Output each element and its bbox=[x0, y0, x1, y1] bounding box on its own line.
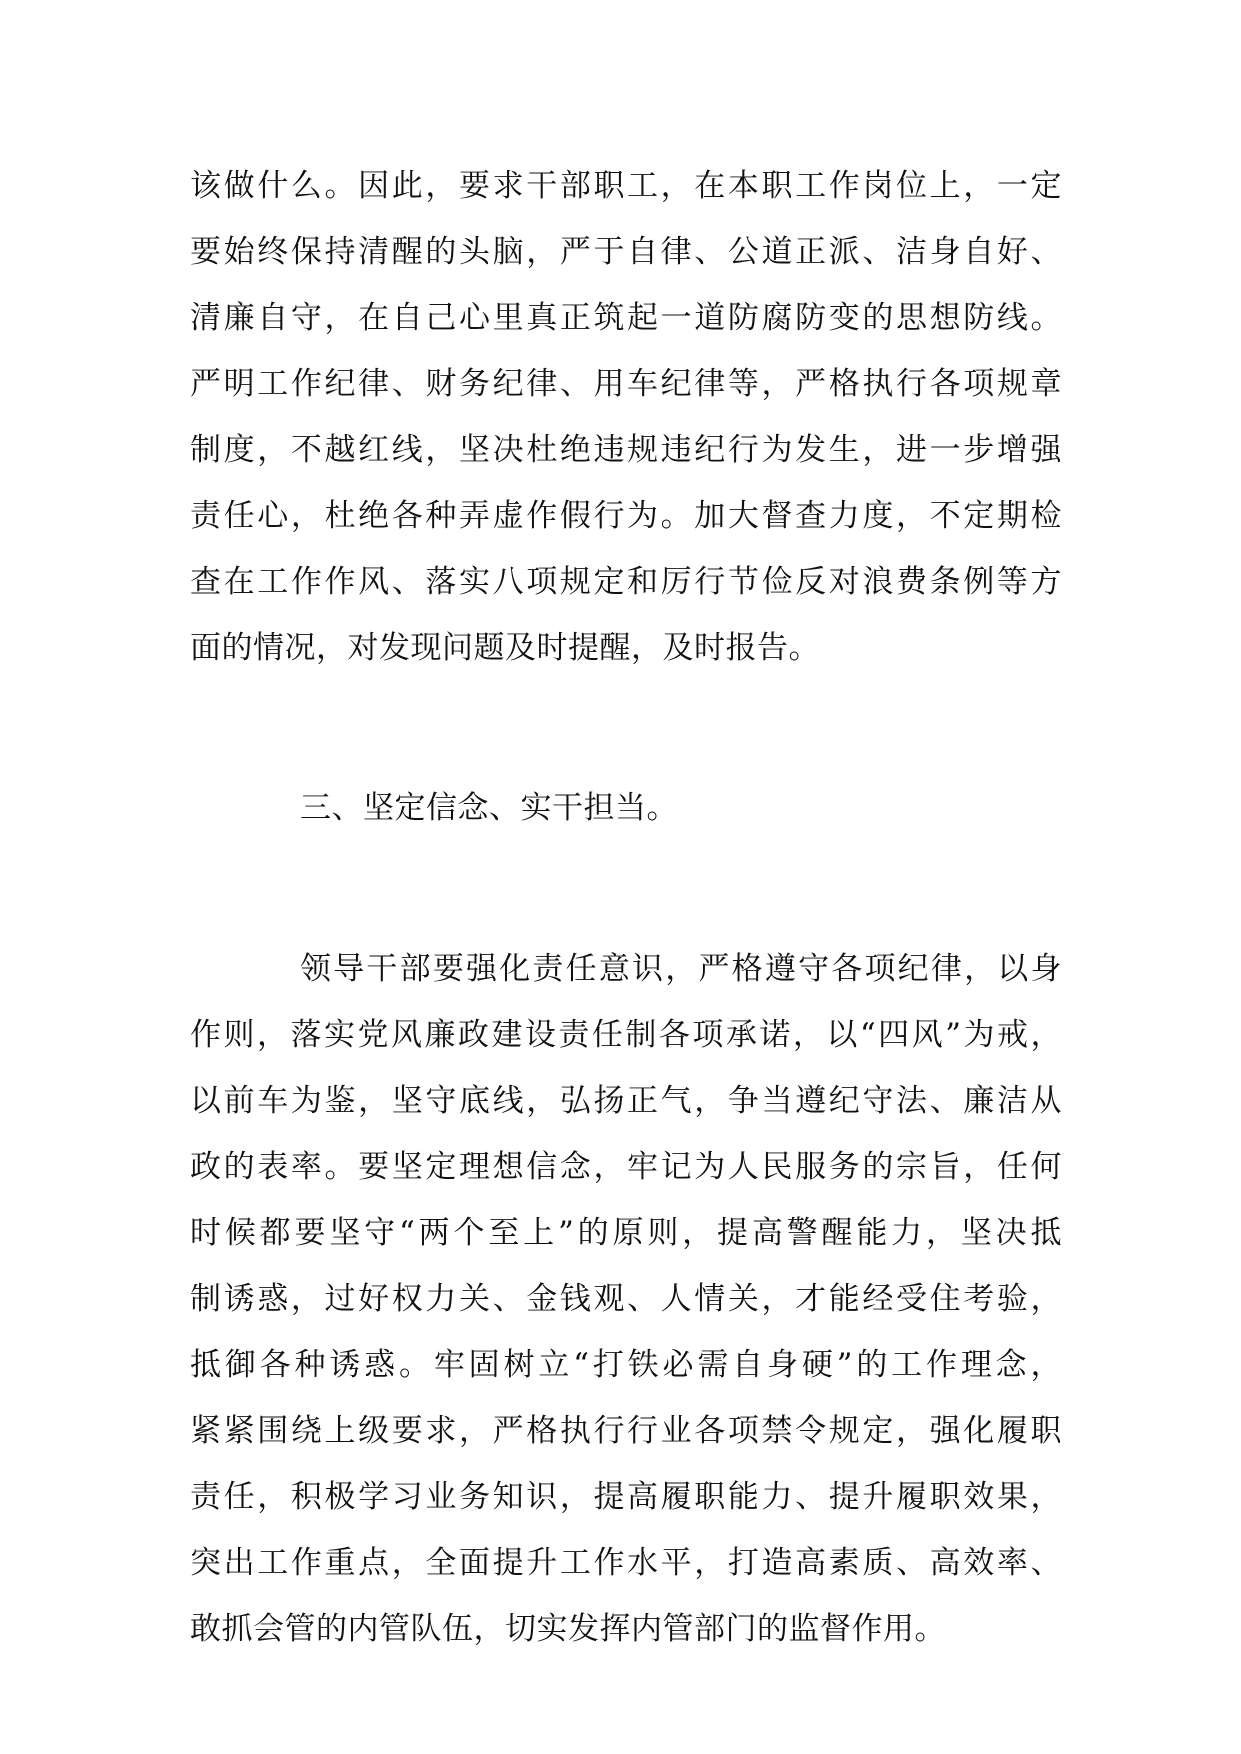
paragraph-2-line-11: 敢抓会管的内管队伍，切实发挥内管部门的监督作用。 bbox=[190, 1611, 946, 1647]
paragraph-2-line-6: 制诱惑，过好权力关、金钱观、人情关，才能经受住考验， bbox=[190, 1281, 1062, 1317]
paragraph-1-line-6: 责任心，杜绝各种弄虚作假行为。加大督查力度，不定期检 bbox=[190, 498, 1062, 534]
paragraph-1-line-7: 查在工作作风、落实八项规定和厉行节俭反对浪费条例等方 bbox=[190, 564, 1062, 600]
paragraph-2-line-9: 责任，积极学习业务知识，提高履职能力、提升履职效果， bbox=[190, 1479, 1062, 1515]
paragraph-1-line-5: 制度，不越红线，坚决杜绝违规违纪行为发生，进一步增强 bbox=[190, 432, 1062, 468]
paragraph-2-line-7: 抵御各种诱惑。牢固树立“打铁必需自身硬”的工作理念， bbox=[190, 1347, 1062, 1383]
paragraph-1-line-3: 清廉自守，在自己心里真正筑起一道防腐防变的思想防线。 bbox=[190, 300, 1062, 336]
paragraph-1-line-1: 该做什么。因此，要求干部职工，在本职工作岗位上，一定 bbox=[190, 168, 1062, 204]
paragraph-2-line-5: 时候都要坚守“两个至上”的原则，提高警醒能力，坚决抵 bbox=[190, 1215, 1062, 1251]
section-heading: 三、坚定信念、实干担当。 bbox=[300, 790, 678, 826]
paragraph-2-line-4: 政的表率。要坚定理想信念，牢记为人民服务的宗旨，任何 bbox=[190, 1149, 1062, 1185]
paragraph-2-line-3: 以前车为鉴，坚守底线，弘扬正气，争当遵纪守法、廉洁从 bbox=[190, 1083, 1062, 1119]
paragraph-1-line-8: 面的情况，对发现问题及时提醒，及时报告。 bbox=[190, 630, 820, 666]
paragraph-2-line-2: 作则，落实党风廉政建设责任制各项承诺，以“四风”为戒， bbox=[190, 1017, 1062, 1053]
paragraph-1-line-2: 要始终保持清醒的头脑，严于自律、公道正派、洁身自好、 bbox=[190, 234, 1062, 270]
paragraph-2-line-10: 突出工作重点，全面提升工作水平，打造高素质、高效率、 bbox=[190, 1545, 1062, 1581]
paragraph-2-line-1: 领导干部要强化责任意识，严格遵守各项纪律，以身 bbox=[300, 951, 1062, 987]
paragraph-2-line-8: 紧紧围绕上级要求，严格执行行业各项禁令规定，强化履职 bbox=[190, 1413, 1062, 1449]
paragraph-1-line-4: 严明工作纪律、财务纪律、用车纪律等，严格执行各项规章 bbox=[190, 366, 1062, 402]
